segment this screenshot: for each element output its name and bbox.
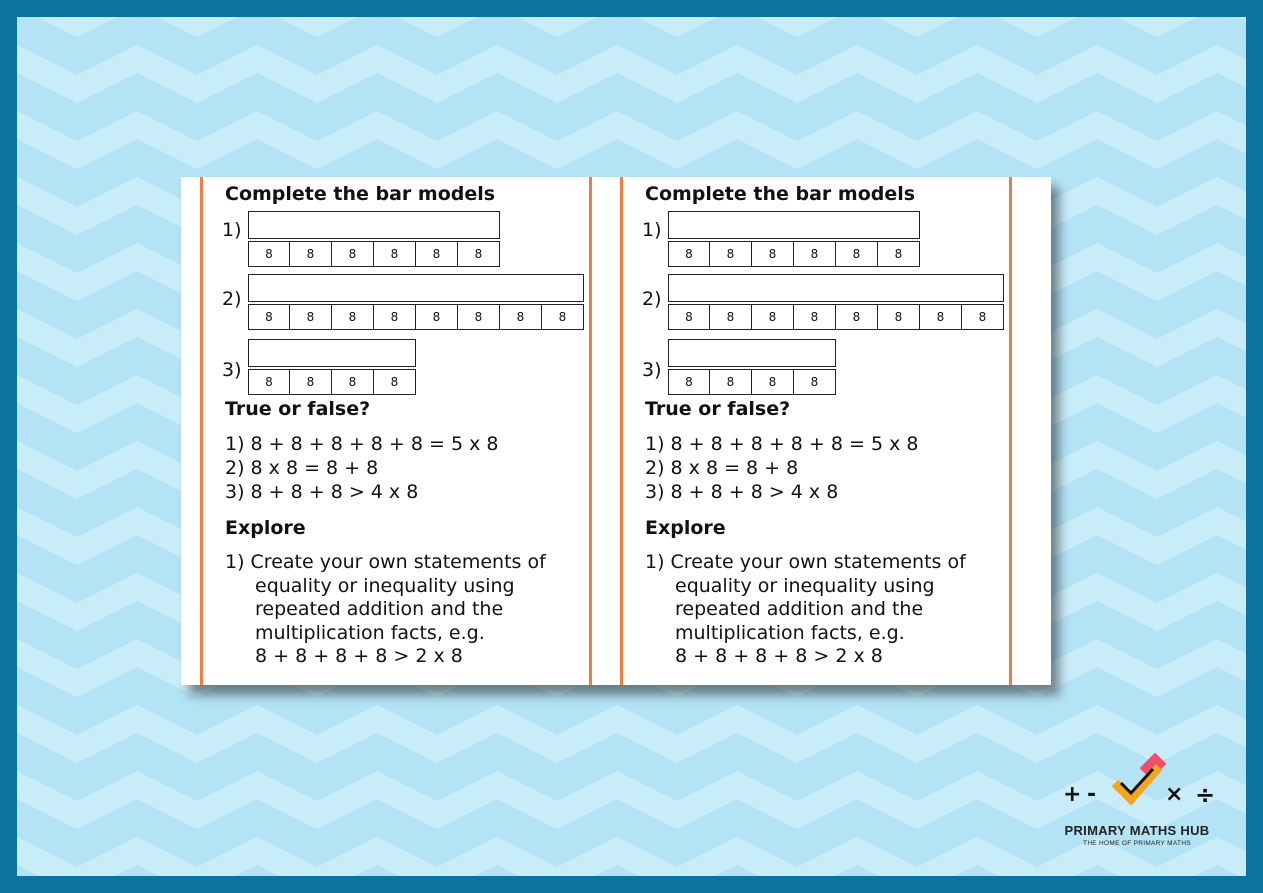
bar <box>668 339 836 395</box>
bar-part: 8 <box>920 304 962 330</box>
logo-tagline: THE HOME OF PRIMARY MATHS <box>1083 840 1191 847</box>
bar-total-box[interactable] <box>668 274 1004 302</box>
bar-part: 8 <box>752 304 794 330</box>
minus-symbol: - <box>1087 782 1097 807</box>
bar-part: 8 <box>836 241 878 267</box>
true-false-item-1: 1) 8 + 8 + 8 + 8 + 8 = 5 x 8 <box>645 433 919 455</box>
heading-complete-bar-models: Complete the bar models <box>645 183 916 205</box>
logo-title: PRIMARY MATHS HUB <box>1064 823 1210 838</box>
bar-part: 8 <box>290 369 332 395</box>
chevron-stripe <box>17 851 1246 876</box>
bar-part: 8 <box>878 304 920 330</box>
explore-line-5: 8 + 8 + 8 + 8 > 2 x 8 <box>255 645 463 667</box>
bar-part: 8 <box>668 369 710 395</box>
times-symbol: × <box>1165 782 1184 807</box>
bar-model-number: 3) <box>222 359 242 381</box>
bar-part: 8 <box>878 241 920 267</box>
bar-part: 8 <box>458 241 500 267</box>
bar-part: 8 <box>332 241 374 267</box>
bar <box>248 211 500 267</box>
explore-line-3: repeated addition and the <box>255 598 504 620</box>
explore-line-3: repeated addition and the <box>675 598 924 620</box>
true-false-item-1: 1) 8 + 8 + 8 + 8 + 8 = 5 x 8 <box>225 433 499 455</box>
bar-total-box[interactable] <box>668 211 920 239</box>
bar-total-box[interactable] <box>668 339 836 367</box>
bar-part: 8 <box>374 369 416 395</box>
bar-part: 8 <box>668 241 710 267</box>
heading-explore: Explore <box>645 517 726 539</box>
bar <box>248 274 584 330</box>
bar <box>248 339 416 395</box>
explore-line-1: 1) Create your own statements of <box>225 551 546 573</box>
heading-complete-bar-models: Complete the bar models <box>225 183 496 205</box>
background-frame <box>17 17 1246 876</box>
true-false-item-3: 3) 8 + 8 + 8 > 4 x 8 <box>645 481 839 503</box>
bar-total-box[interactable] <box>248 339 416 367</box>
plus-symbol: + <box>1063 782 1082 807</box>
heading-explore: Explore <box>225 517 306 539</box>
explore-line-2: equality or inequality using <box>675 574 935 597</box>
bar-part: 8 <box>248 369 290 395</box>
bar-part: 8 <box>962 304 1004 330</box>
true-false-item-2: 2) 8 x 8 = 8 + 8 <box>645 457 799 479</box>
bar <box>668 274 1004 330</box>
bar-part: 8 <box>416 241 458 267</box>
bar-part: 8 <box>374 304 416 330</box>
bar-part: 8 <box>542 304 584 330</box>
bar <box>668 211 920 267</box>
bar-model-number: 1) <box>222 219 242 241</box>
explore-line-5: 8 + 8 + 8 + 8 > 2 x 8 <box>675 645 883 667</box>
bar-part: 8 <box>248 241 290 267</box>
bar-part: 8 <box>248 304 290 330</box>
explore-line-4: multiplication facts, e.g. <box>675 621 905 644</box>
bar-part: 8 <box>458 304 500 330</box>
true-false-item-3: 3) 8 + 8 + 8 > 4 x 8 <box>225 481 419 503</box>
bar-part: 8 <box>794 241 836 267</box>
maths-symbols-checkmark-icon <box>1047 753 1227 823</box>
bar-part: 8 <box>794 369 836 395</box>
bar-part: 8 <box>374 241 416 267</box>
bar-part: 8 <box>794 304 836 330</box>
divide-symbol: ÷ <box>1195 781 1216 809</box>
bar-part: 8 <box>332 369 374 395</box>
bar-total-box[interactable] <box>248 274 584 302</box>
bar-model-number: 2) <box>642 288 662 310</box>
bar-model-number: 2) <box>222 288 242 310</box>
bar-part: 8 <box>416 304 458 330</box>
explore-line-2: equality or inequality using <box>255 574 515 597</box>
bar-part: 8 <box>290 304 332 330</box>
explore-line-4: multiplication facts, e.g. <box>255 621 485 644</box>
heading-true-or-false: True or false? <box>645 398 791 420</box>
chevron-stripe <box>17 125 1246 155</box>
explore-text <box>225 551 546 669</box>
bar-part: 8 <box>710 369 752 395</box>
bar-part: 8 <box>290 241 332 267</box>
explore-text <box>645 551 966 669</box>
bar-part: 8 <box>332 304 374 330</box>
explore-line-1: 1) Create your own statements of <box>645 551 966 573</box>
heading-true-or-false: True or false? <box>225 398 371 420</box>
chevron-stripe <box>17 719 1246 749</box>
worksheet-card-2 <box>620 177 1012 685</box>
true-false-list <box>225 432 498 504</box>
worksheet-card-1 <box>200 177 592 685</box>
true-false-item-2: 2) 8 x 8 = 8 + 8 <box>225 457 379 479</box>
bar-part: 8 <box>668 304 710 330</box>
bar-total-box[interactable] <box>248 211 500 239</box>
bar-model-number: 3) <box>642 359 662 381</box>
primary-maths-hub-logo <box>1047 753 1227 853</box>
chevron-stripe <box>17 17 1246 23</box>
chevron-stripe <box>17 59 1246 89</box>
bar-part: 8 <box>752 241 794 267</box>
bar-part: 8 <box>752 369 794 395</box>
bar-part: 8 <box>500 304 542 330</box>
bar-part: 8 <box>710 241 752 267</box>
true-false-list <box>645 432 918 504</box>
bar-part: 8 <box>710 304 752 330</box>
bar-part: 8 <box>836 304 878 330</box>
bar-model-number: 1) <box>642 219 662 241</box>
worksheet <box>181 177 1051 685</box>
